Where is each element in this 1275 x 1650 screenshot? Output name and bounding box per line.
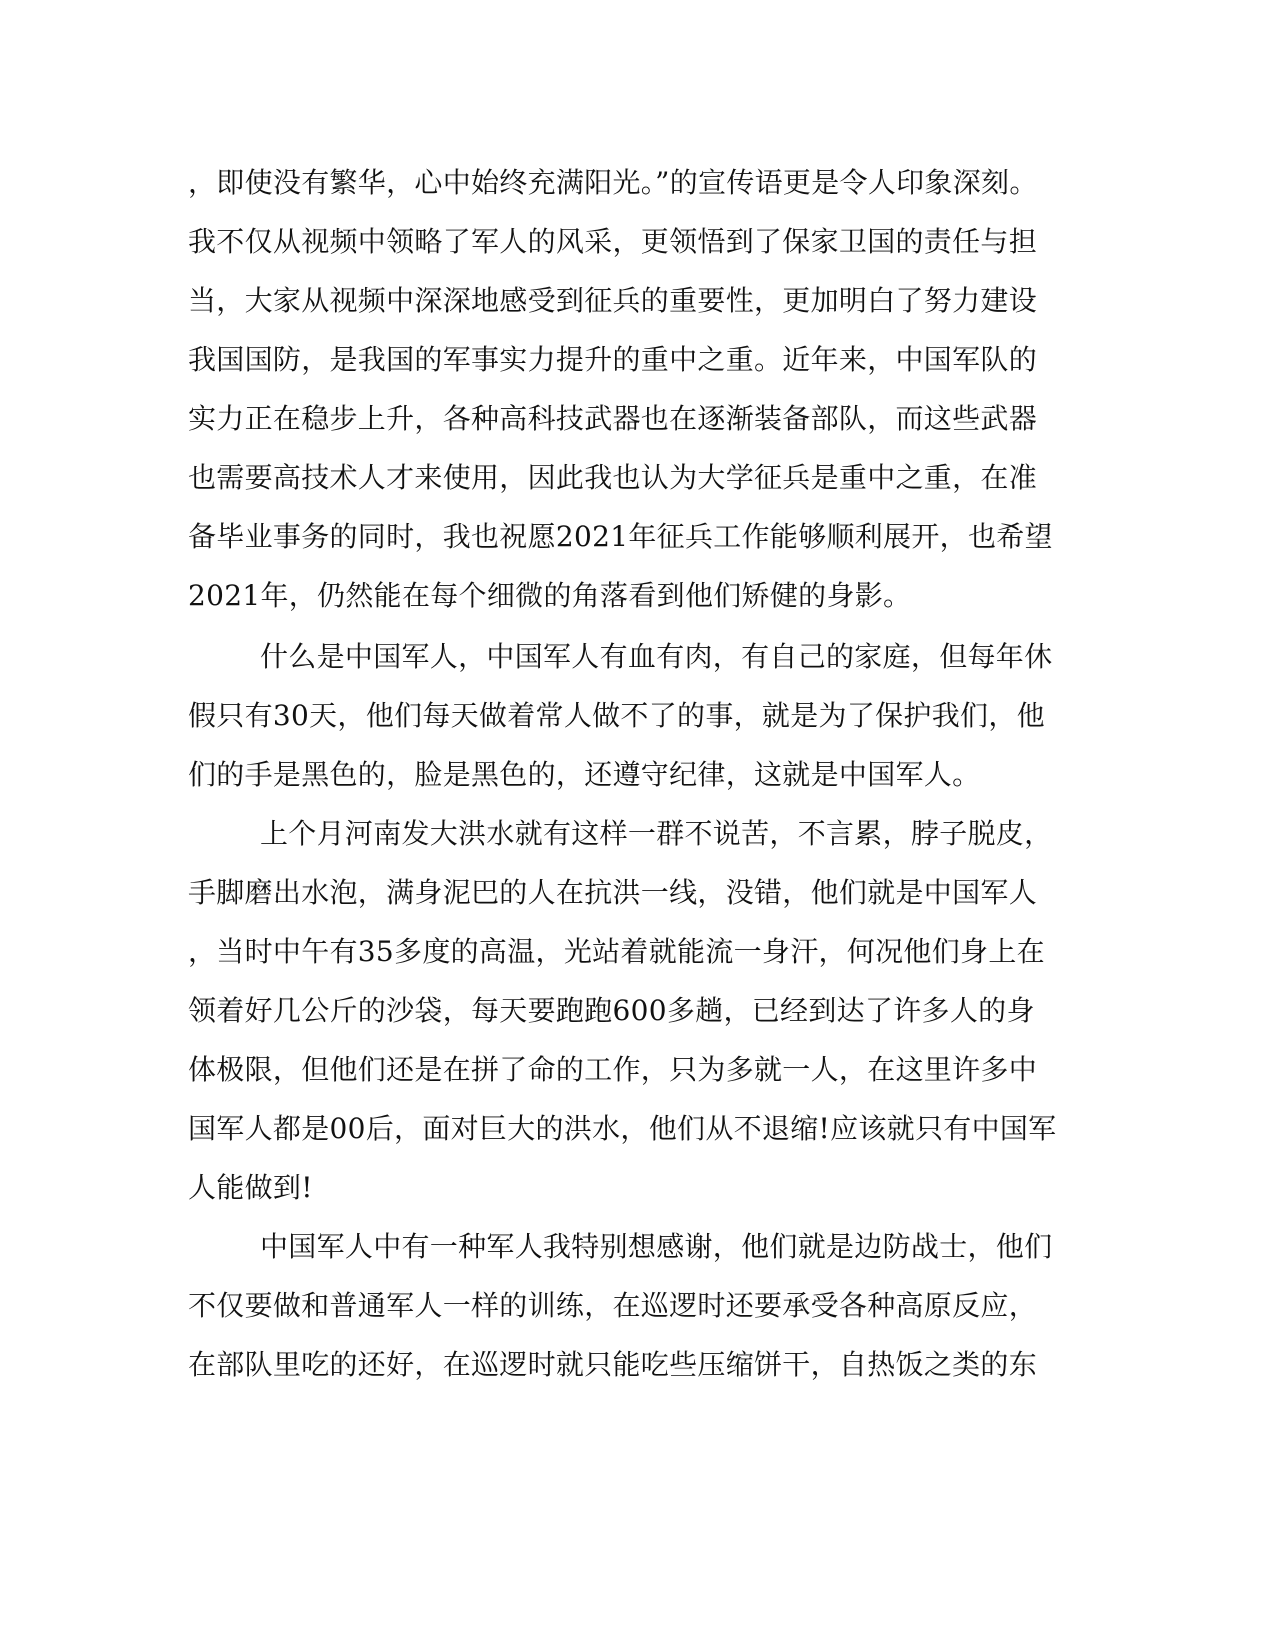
text-line: 手脚磨出水泡，满身泥巴的人在抗洪一线，没错，他们就是中国军人	[188, 876, 1038, 909]
text-line: 领着好几公斤的沙袋，每天要跑跑600多趟，已经到达了许多人的身	[188, 994, 1035, 1027]
text-line: 当，大家从视频中深深地感受到征兵的重要性，更加明白了努力建设	[188, 284, 1038, 317]
text-line: 体极限，但他们还是在拼了命的工作，只为多就一人，在这里许多中	[188, 1053, 1038, 1086]
paragraph-first-line: 中国军人中有一种军人我特别想感谢，他们就是边防战士，他们	[260, 1230, 1053, 1263]
text-line: 我国国防，是我国的军事实力提升的重中之重。近年来，中国军队的	[188, 343, 1038, 376]
paragraph-first-line: 上个月河南发大洪水就有这样一群不说苦，不言累，脖子脱皮，	[260, 817, 1053, 850]
text-line: 实力正在稳步上升，各种高科技武器也在逐渐装备部队，而这些武器	[188, 402, 1038, 435]
text-line: 假只有30天，他们每天做着常人做不了的事，就是为了保护我们，他	[188, 699, 1045, 732]
text-line: 我不仅从视频中领略了军人的风采，更领悟到了保家卫国的责任与担	[188, 225, 1038, 258]
text-line: 们的手是黑色的，脸是黑色的，还遵守纪律，这就是中国军人。	[188, 758, 981, 791]
text-line: 不仅要做和普通军人一样的训练，在巡逻时还要承受各种高原反应，	[188, 1289, 1038, 1322]
text-line: 在部队里吃的还好，在巡逻时就只能吃些压缩饼干，自热饭之类的东	[188, 1348, 1038, 1381]
text-line: 2021年，仍然能在每个细微的角落看到他们矫健的身影。	[188, 579, 912, 612]
text-line: ，当时中午有35多度的高温，光站着就能流一身汗，何况他们身上在	[188, 935, 1045, 968]
text-line: 人能做到!	[188, 1171, 313, 1204]
text-line: ，即使没有繁华，心中始终充满阳光。”的宣传语更是令人印象深刻。	[188, 166, 1038, 199]
paragraph-first-line: 什么是中国军人，中国军人有血有肉，有自己的家庭，但每年休	[260, 640, 1053, 673]
text-line: 也需要高技术人才来使用，因此我也认为大学征兵是重中之重，在准	[188, 461, 1038, 494]
text-line: 备毕业事务的同时，我也祝愿2021年征兵工作能够顺利展开，也希望	[188, 520, 1053, 553]
text-line: 国军人都是00后，面对巨大的洪水，他们从不退缩!应该就只有中国军	[188, 1112, 1057, 1145]
